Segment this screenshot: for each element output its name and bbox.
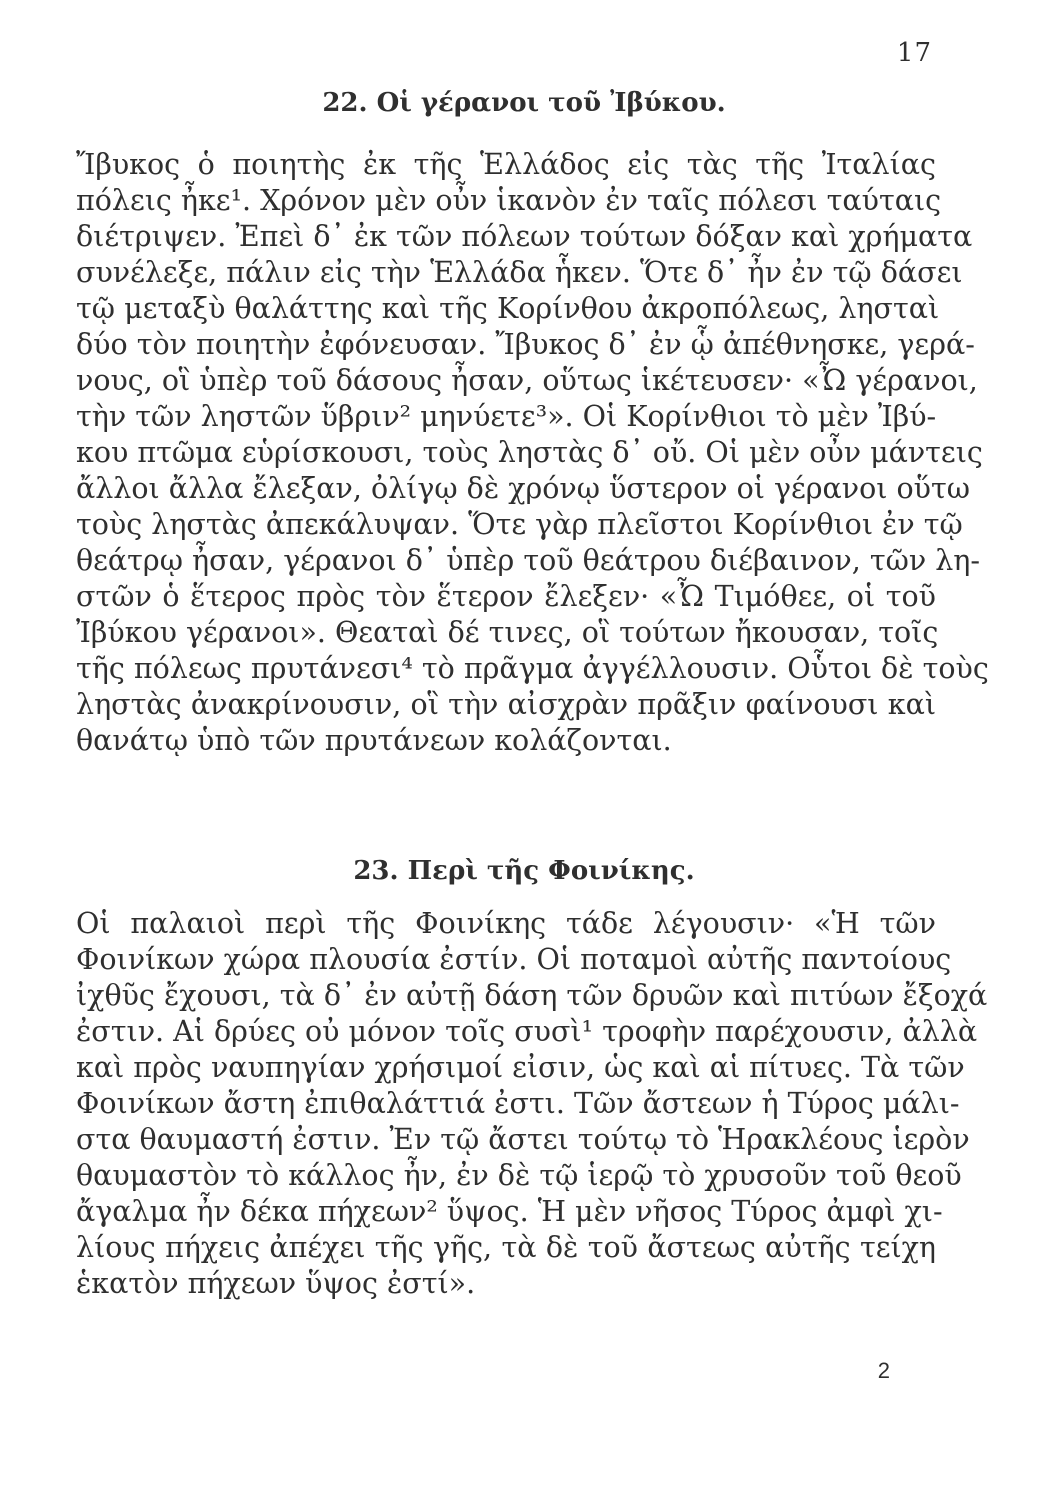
text-line: Οἱ παλαιοὶ περὶ τῆς Φοινίκης τάδε λέγουσιν· «Ἡ τῶν (76, 907, 936, 940)
text-line: τὴν τῶν ληστῶν ὕβριν² μηνύετε³». Οἱ Κορίνθιοι τὸ μὲν Ἰβύ- (76, 400, 937, 433)
text-line: Ἰβύκου γέρανοι». Θεαταὶ δέ τινες, οἳ τούτων ἤκουσαν, τοῖς (76, 616, 939, 649)
text-line: ἰχθῦς ἔχουσι, τὰ δ᾽ ἐν αὐτῇ δάση τῶν δρυῶν καὶ πιτύων ἔξοχά (76, 979, 988, 1012)
section-body-22 (76, 147, 989, 759)
text-line: τῷ μεταξὺ θαλάττης καὶ τῆς Κορίνθου ἀκροπόλεως, λησταὶ (76, 292, 940, 325)
text-line: θανάτῳ ὑπὸ τῶν πρυτάνεων κολάζονται. (76, 724, 672, 757)
text-line: ἑκατὸν πήχεων ὕψος ἐστί». (76, 1267, 476, 1300)
section-title-22: 22. Οἱ γέρανοι τοῦ Ἰβύκου. (322, 88, 726, 118)
text-line: νους, οἳ ὑπὲρ τοῦ δάσους ἦσαν, οὕτως ἱκέτευσεν· «Ὦ γέρανοι, (76, 364, 978, 397)
signature-mark: 2 (877, 1358, 890, 1383)
text-line: τοὺς ληστὰς ἀπεκάλυψαν. Ὅτε γὰρ πλεῖστοι Κορίνθιοι ἐν τῷ (76, 508, 963, 541)
text-line: θεάτρῳ ἦσαν, γέρανοι δ᾽ ὑπὲρ τοῦ θεάτρου διέβαινον, τῶν λη- (76, 544, 980, 577)
text-line: συνέλεξε, πάλιν εἰς τὴν Ἑλλάδα ἧκεν. Ὅτε δ᾽ ἦν ἐν τῷ δάσει (76, 256, 963, 289)
text-line: λίους πήχεις ἀπέχει τῆς γῆς, τὰ δὲ τοῦ ἄστεως αὐτῆς τείχη (76, 1231, 936, 1264)
text-line: ἄλλοι ἄλλα ἔλεξαν, ὀλίγῳ δὲ χρόνῳ ὕστερον οἱ γέρανοι οὕτω (76, 472, 971, 505)
text-line: ληστὰς ἀνακρίνουσιν, οἳ τὴν αἰσχρὰν πρᾶξιν φαίνουσι καὶ (76, 688, 936, 721)
text-line: ἐστιν. Αἱ δρύες οὐ μόνον τοῖς συσὶ¹ τροφὴν παρέχουσιν, ἀλλὰ (76, 1015, 978, 1048)
text-line: Ἴβυκος ὁ ποιητὴς ἐκ τῆς Ἑλλάδος εἰς τὰς τῆς Ἰταλίας (76, 148, 936, 181)
text-line: πόλεις ἦκε¹. Χρόνον μὲν οὖν ἱκανὸν ἐν ταῖς πόλεσι ταύταις (76, 184, 942, 217)
text-line: δύο τὸν ποιητὴν ἐφόνευσαν. Ἴβυκος δ᾽ ἐν ᾧ ἀπέθνησκε, γερά- (76, 328, 975, 361)
text-line: κου πτῶμα εὑρίσκουσι, τοὺς ληστὰς δ᾽ οὔ. Οἱ μὲν οὖν μάντεις (76, 436, 983, 469)
text-line: στῶν ὁ ἕτερος πρὸς τὸν ἕτερον ἔλεξεν· «Ὦ Τιμόθεε, οἱ τοῦ (76, 580, 936, 613)
section-body-23 (76, 906, 988, 1302)
text-line: διέτριψεν. Ἐπεὶ δ᾽ ἐκ τῶν πόλεων τούτων δόξαν καὶ χρήματα (76, 220, 973, 253)
text-line: στα θαυμαστή ἐστιν. Ἐν τῷ ἄστει τούτῳ τὸ Ἡρακλέους ἱερὸν (76, 1123, 970, 1156)
text-line: θαυμαστὸν τὸ κάλλος ἦν, ἐν δὲ τῷ ἱερῷ τὸ χρυσοῦν τοῦ θεοῦ (76, 1159, 962, 1192)
text-line: τῆς πόλεως πρυτάνεσι⁴ τὸ πρᾶγμα ἀγγέλλουσιν. Οὗτοι δὲ τοὺς (76, 652, 989, 685)
text-line: ἄγαλμα ἦν δέκα πήχεων² ὕψος. Ἡ μὲν νῆσος Τύρος ἀμφὶ χι- (76, 1195, 943, 1228)
section-title-23: 23. Περὶ τῆς Φοινίκης. (353, 856, 695, 886)
page-number: 17 (896, 38, 932, 68)
text-line: Φοινίκων ἄστη ἐπιθαλάττιά ἐστι. Τῶν ἄστεων ἡ Τύρος μάλι- (76, 1087, 960, 1120)
text-line: καὶ πρὸς ναυπηγίαν χρήσιμοί εἰσιν, ὡς καὶ αἱ πίτυες. Τὰ τῶν (76, 1051, 965, 1084)
text-line: Φοινίκων χώρα πλουσία ἐστίν. Οἱ ποταμοὶ αὐτῆς παντοίους (76, 943, 952, 976)
